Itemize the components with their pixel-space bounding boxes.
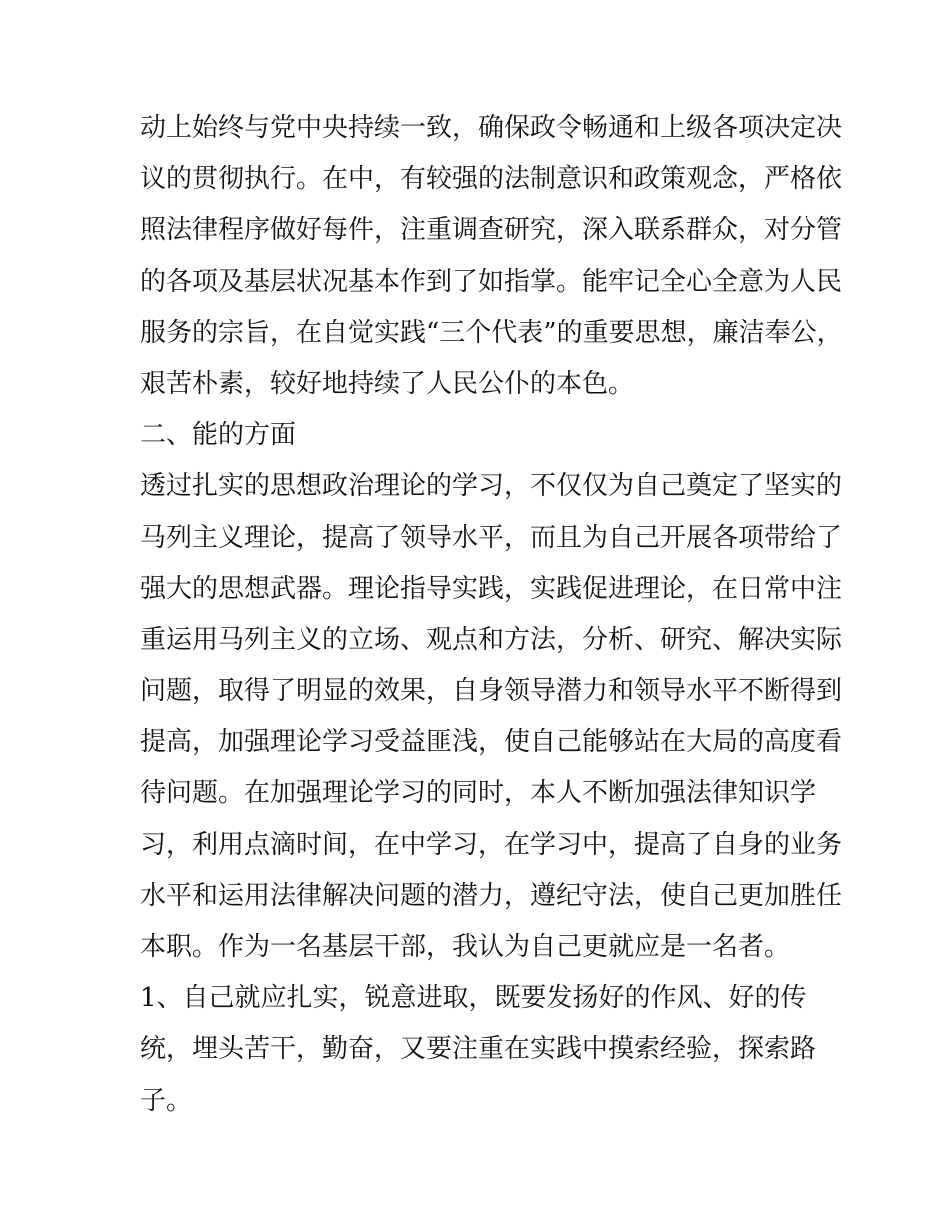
text-line: 服务的宗旨，在自觉实践“三个代表”的重要思想，廉洁奉公， bbox=[140, 317, 843, 348]
list-item-line: 1、自己就应扎实，锐意进取，既要发扬好的作风、好的传 bbox=[140, 983, 807, 1014]
text-line: 透过扎实的思想政治理论的学习，不仅仅为自己奠定了坚实的 bbox=[140, 471, 843, 502]
text-line: 提高，加强理论学习受益匪浅，使自己能够站在大局的高度看 bbox=[140, 727, 843, 758]
section-heading: 二、能的方面 bbox=[140, 420, 297, 451]
text-line: 水平和运用法律解决问题的潜力，遵纪守法，使自己更加胜任 bbox=[140, 880, 843, 911]
text-line: 的各项及基层状况基本作到了如指掌。能牢记全心全意为人民 bbox=[140, 266, 843, 297]
text-line: 艰苦朴素，较好地持续了人民公仆的本色。 bbox=[140, 368, 635, 399]
text-line: 照法律程序做好每件，注重调查研究，深入联系群众，对分管 bbox=[140, 215, 843, 246]
document-body bbox=[140, 103, 843, 1127]
list-item-line: 统，埋头苦干，勤奋，又要注重在实践中摸索经验，探索路 bbox=[140, 1034, 817, 1065]
text-line: 议的贯彻执行。在中，有较强的法制意识和政策观念，严格依 bbox=[140, 164, 843, 195]
text-line: 待问题。在加强理论学习的同时，本人不断加强法律知识学 bbox=[140, 778, 817, 809]
text-line: 马列主义理论，提高了领导水平，而且为自己开展各项带给了 bbox=[140, 522, 843, 553]
text-line: 本职。作为一名基层干部，我认为自己更就应是一名者。 bbox=[140, 932, 791, 962]
list-item-line: 子。 bbox=[140, 1085, 193, 1116]
text-line: 动上始终与党中央持续一致，确保政令畅通和上级各项决定决 bbox=[140, 113, 843, 143]
text-line: 强大的思想武器。理论指导实践，实践促进理论，在日常中注 bbox=[140, 573, 843, 604]
text-line: 习，利用点滴时间，在中学习，在学习中，提高了自身的业务 bbox=[140, 829, 843, 860]
text-line: 问题，取得了明显的效果，自身领导潜力和领导水平不断得到 bbox=[140, 676, 843, 707]
text-line: 重运用马列主义的立场、观点和方法，分析、研究、解决实际 bbox=[140, 624, 843, 655]
